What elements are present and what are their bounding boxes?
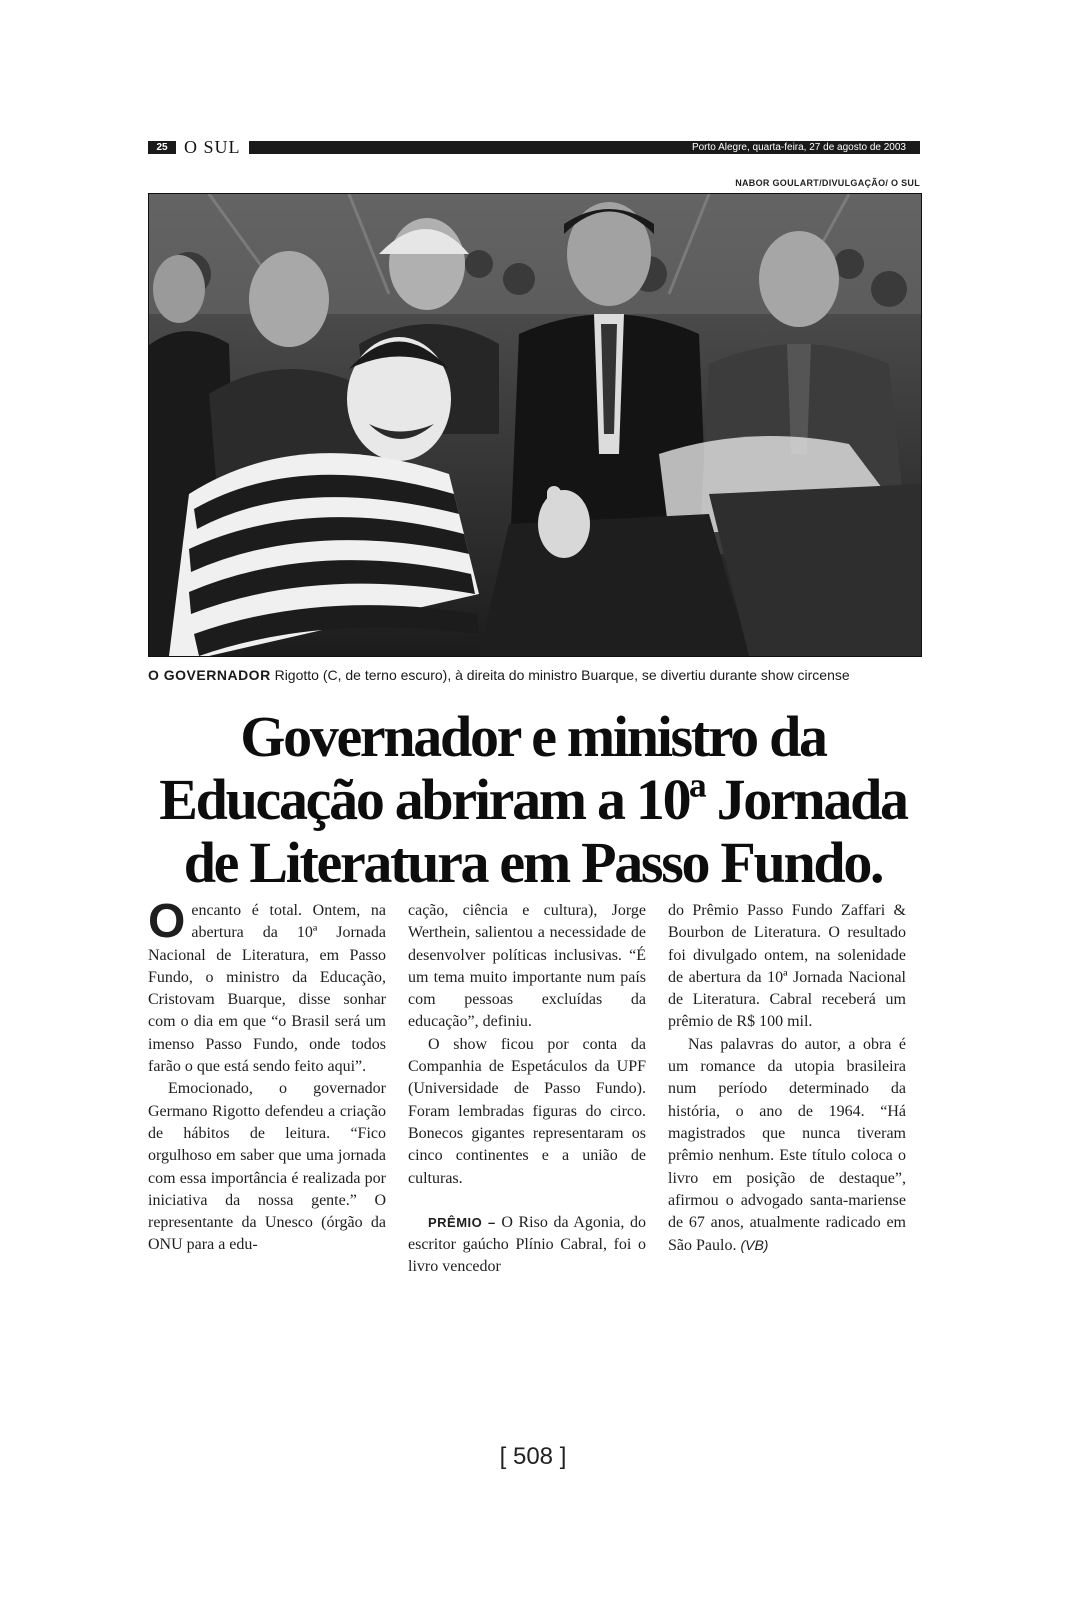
article-column-2 [408,900,646,1279]
photo-illustration [149,194,921,656]
document-page-number: [ 508 ] [499,1443,567,1470]
photo-caption [148,667,920,683]
header-rule [249,141,920,154]
paragraph: do Prêmio Passo Fundo Zaffari & Bourbon de Literatura. O resultado foi divulgado ontem, na solenidade de abertura da 10ª Jornada Nacional de Literatura. Cabral receberá um prêmio de R$ 100 mil. [668,902,906,1031]
page-number-badge: 25 [148,141,176,154]
paragraph-text: O Riso da Agonia, do escritor gaúcho Plínio Cabral, foi o livro vencedor [408,1213,646,1276]
paragraph: O show ficou por conta da Companhia de Espetáculos da UPF (Universidade de Passo Fundo). Foram lembradas figuras do circo. Bonecos gigantes representaram os cinco continentes e a união de culturas. [408,1035,646,1187]
article-column-3 [668,900,906,1258]
paragraph-text: Nas palavras do autor, a obra é um romance da utopia brasileira num período determinado da história, o ano de 1964. “Há magistrados que nunca tiveram prêmio nenhum. Este título coloca o livro em posição de destaque”, afirmou o advogado santa-mariense de 67 anos, atualmente radicado em São Paulo. [668,1035,906,1255]
headline-line-3: de Literatura em Passo Fundo. [183,830,883,895]
headline-line-1: Governador e ministro da [240,704,826,769]
caption-lead: O GOVERNADOR [148,667,271,683]
section-kicker: PRÊMIO – [428,1214,496,1230]
paragraph [668,1034,906,1258]
drop-cap: O [148,895,186,948]
paragraph-text: encanto é total. Ontem, na abertura da 10ª Jornada Nacional de Literatura, em Passo Fundo, o ministro da Educação, Cristovam Buarque, disse sonhar com o dia em que “o Brasil será um imenso Passo Fundo, onde todos farão o que está sendo feito aqui”. [148,902,386,1076]
paragraph [148,895,386,1078]
article-column-1 [148,895,386,1257]
paragraph: cação, ciência e cultura), Jorge Werthein, salientou a necessidade de desenvolver políticas inclusivas. “É um tema muito importante num país com pessoas excluídas da educação”, definiu. [408,902,646,1031]
caption-text: Rigotto (C, de terno escuro), à direita do ministro Buarque, se divertiu durante show circense [270,667,850,683]
author-signature: (VB) [740,1237,769,1254]
newspaper-name: O SUL [184,137,241,157]
headline-line-2: Educação abriram a 10ª Jornada [159,767,907,832]
article-headline [120,705,946,894]
news-photo [148,193,922,657]
paragraph: Emocionado, o governador Germano Rigotto defendeu a criação de hábitos de leitura. “Fico orgulhoso em saber que uma jornada com essa importância é realizada por iniciativa da nossa gente.” O representante da Unesco (órgão da ONU para a edu- [148,1080,386,1254]
page-header [148,138,920,156]
photo-credit: NABOR GOULART/DIVULGAÇÃO/ O SUL [735,178,920,188]
paragraph [408,1212,646,1279]
dateline: Porto Alegre, quarta-feira, 27 de agosto de 2003 [691,141,906,153]
